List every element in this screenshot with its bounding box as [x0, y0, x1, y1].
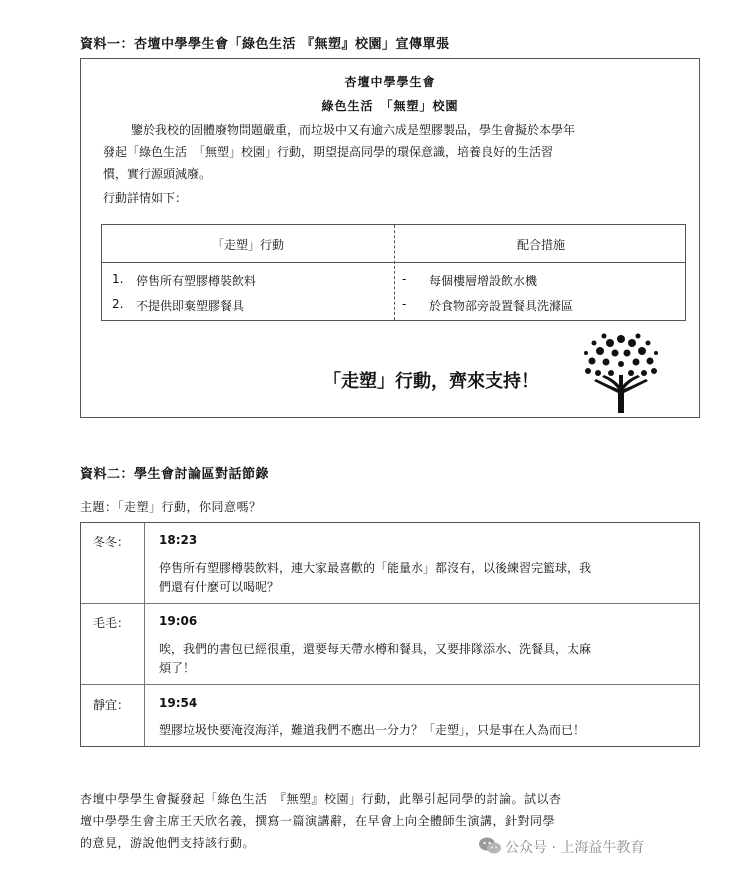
- flyer-theme: 綠色生活 「無塑」校園: [321, 99, 459, 113]
- post-user: 冬冬：: [93, 535, 130, 549]
- discussion-table-divider: [144, 523, 145, 746]
- post-message-line: 煩了！: [159, 661, 196, 675]
- post-time: 19:54: [159, 696, 198, 710]
- action-table: [101, 224, 686, 321]
- left-item-text: 不提供即棄塑膠餐具: [136, 299, 245, 313]
- flyer-para-line2: 發起「綠色生活 「無塑」校園」行動，期望提高同學的環保意識，培養良好的生活習: [103, 145, 554, 159]
- post-message-line: 唉，我們的書包已經很重，還要每天帶水樽和餐具，又要排隊添水、洗餐具，太麻: [159, 642, 592, 656]
- task-line3: 的意見，游說他們支持該行動。: [80, 836, 256, 850]
- post-message-line: 塑膠垃圾快要淹沒海洋，難道我們不應出一分力？「走塑」，只是事在人為而已！: [159, 723, 586, 737]
- post-time: 18:23: [159, 533, 198, 547]
- left-item-num: 1.: [112, 272, 124, 286]
- left-item-num: 2.: [112, 297, 124, 311]
- wechat-icon: [478, 836, 502, 856]
- action-table-col1-header: 「走塑」行動: [211, 238, 284, 252]
- task-line2: 壇中學學生會主席王天欣名義，撰寫一篇演講辭，在早會上向全體師生演講，針對同學: [80, 814, 556, 828]
- flyer-slogan: 「走塑」行動，齊來支持！: [323, 371, 539, 392]
- right-item-text: 每個樓層增設飲水機: [429, 274, 538, 288]
- discussion-row-separator: [81, 603, 699, 604]
- discussion-topic: 主題：「走塑」行動，你同意嗎？: [80, 500, 262, 514]
- post-user: 毛毛：: [93, 616, 130, 630]
- section1-heading: 資料一：杏壇中學學生會「綠色生活 『無塑』校園」宣傳單張: [80, 37, 450, 52]
- flyer-details-label: 行動詳情如下：: [103, 191, 188, 205]
- post-time: 19:06: [159, 614, 198, 628]
- flyer-para-line3: 慣，實行源頭減廢。: [103, 167, 212, 181]
- right-item-text: 於食物部旁設置餐具洗滌區: [429, 299, 574, 313]
- post-user: 靜宜：: [93, 698, 130, 712]
- flyer-org: 杏壇中學學生會: [344, 75, 436, 89]
- post-message-line: 們還有什麼可以喝呢？: [159, 580, 280, 594]
- tree-icon: [582, 329, 660, 413]
- section2-heading: 資料二：學生會討論區對話節錄: [80, 467, 270, 482]
- task-line1: 杏壇中學學生會擬發起「綠色生活 『無塑』校園」行動，此舉引起同學的討論。試以杏: [80, 792, 562, 806]
- right-item-bullet: -: [402, 272, 407, 286]
- post-message-line: 停售所有塑膠樽裝飲料，連大家最喜歡的「能量水」都沒有，以後練習完籃球，我: [159, 561, 592, 575]
- discussion-table: [80, 522, 700, 747]
- watermark-text: 公众号 · 上海益牛教育: [505, 840, 645, 856]
- action-table-col2-header: 配合措施: [516, 238, 565, 252]
- discussion-row-separator: [81, 684, 699, 685]
- flyer-para-line1: 鑒於我校的固體廢物問題嚴重，而垃圾中又有逾六成是塑膠製品，學生會擬於本學年: [131, 123, 576, 137]
- left-item-text: 停售所有塑膠樽裝飲料: [136, 274, 257, 288]
- right-item-bullet: -: [402, 297, 407, 311]
